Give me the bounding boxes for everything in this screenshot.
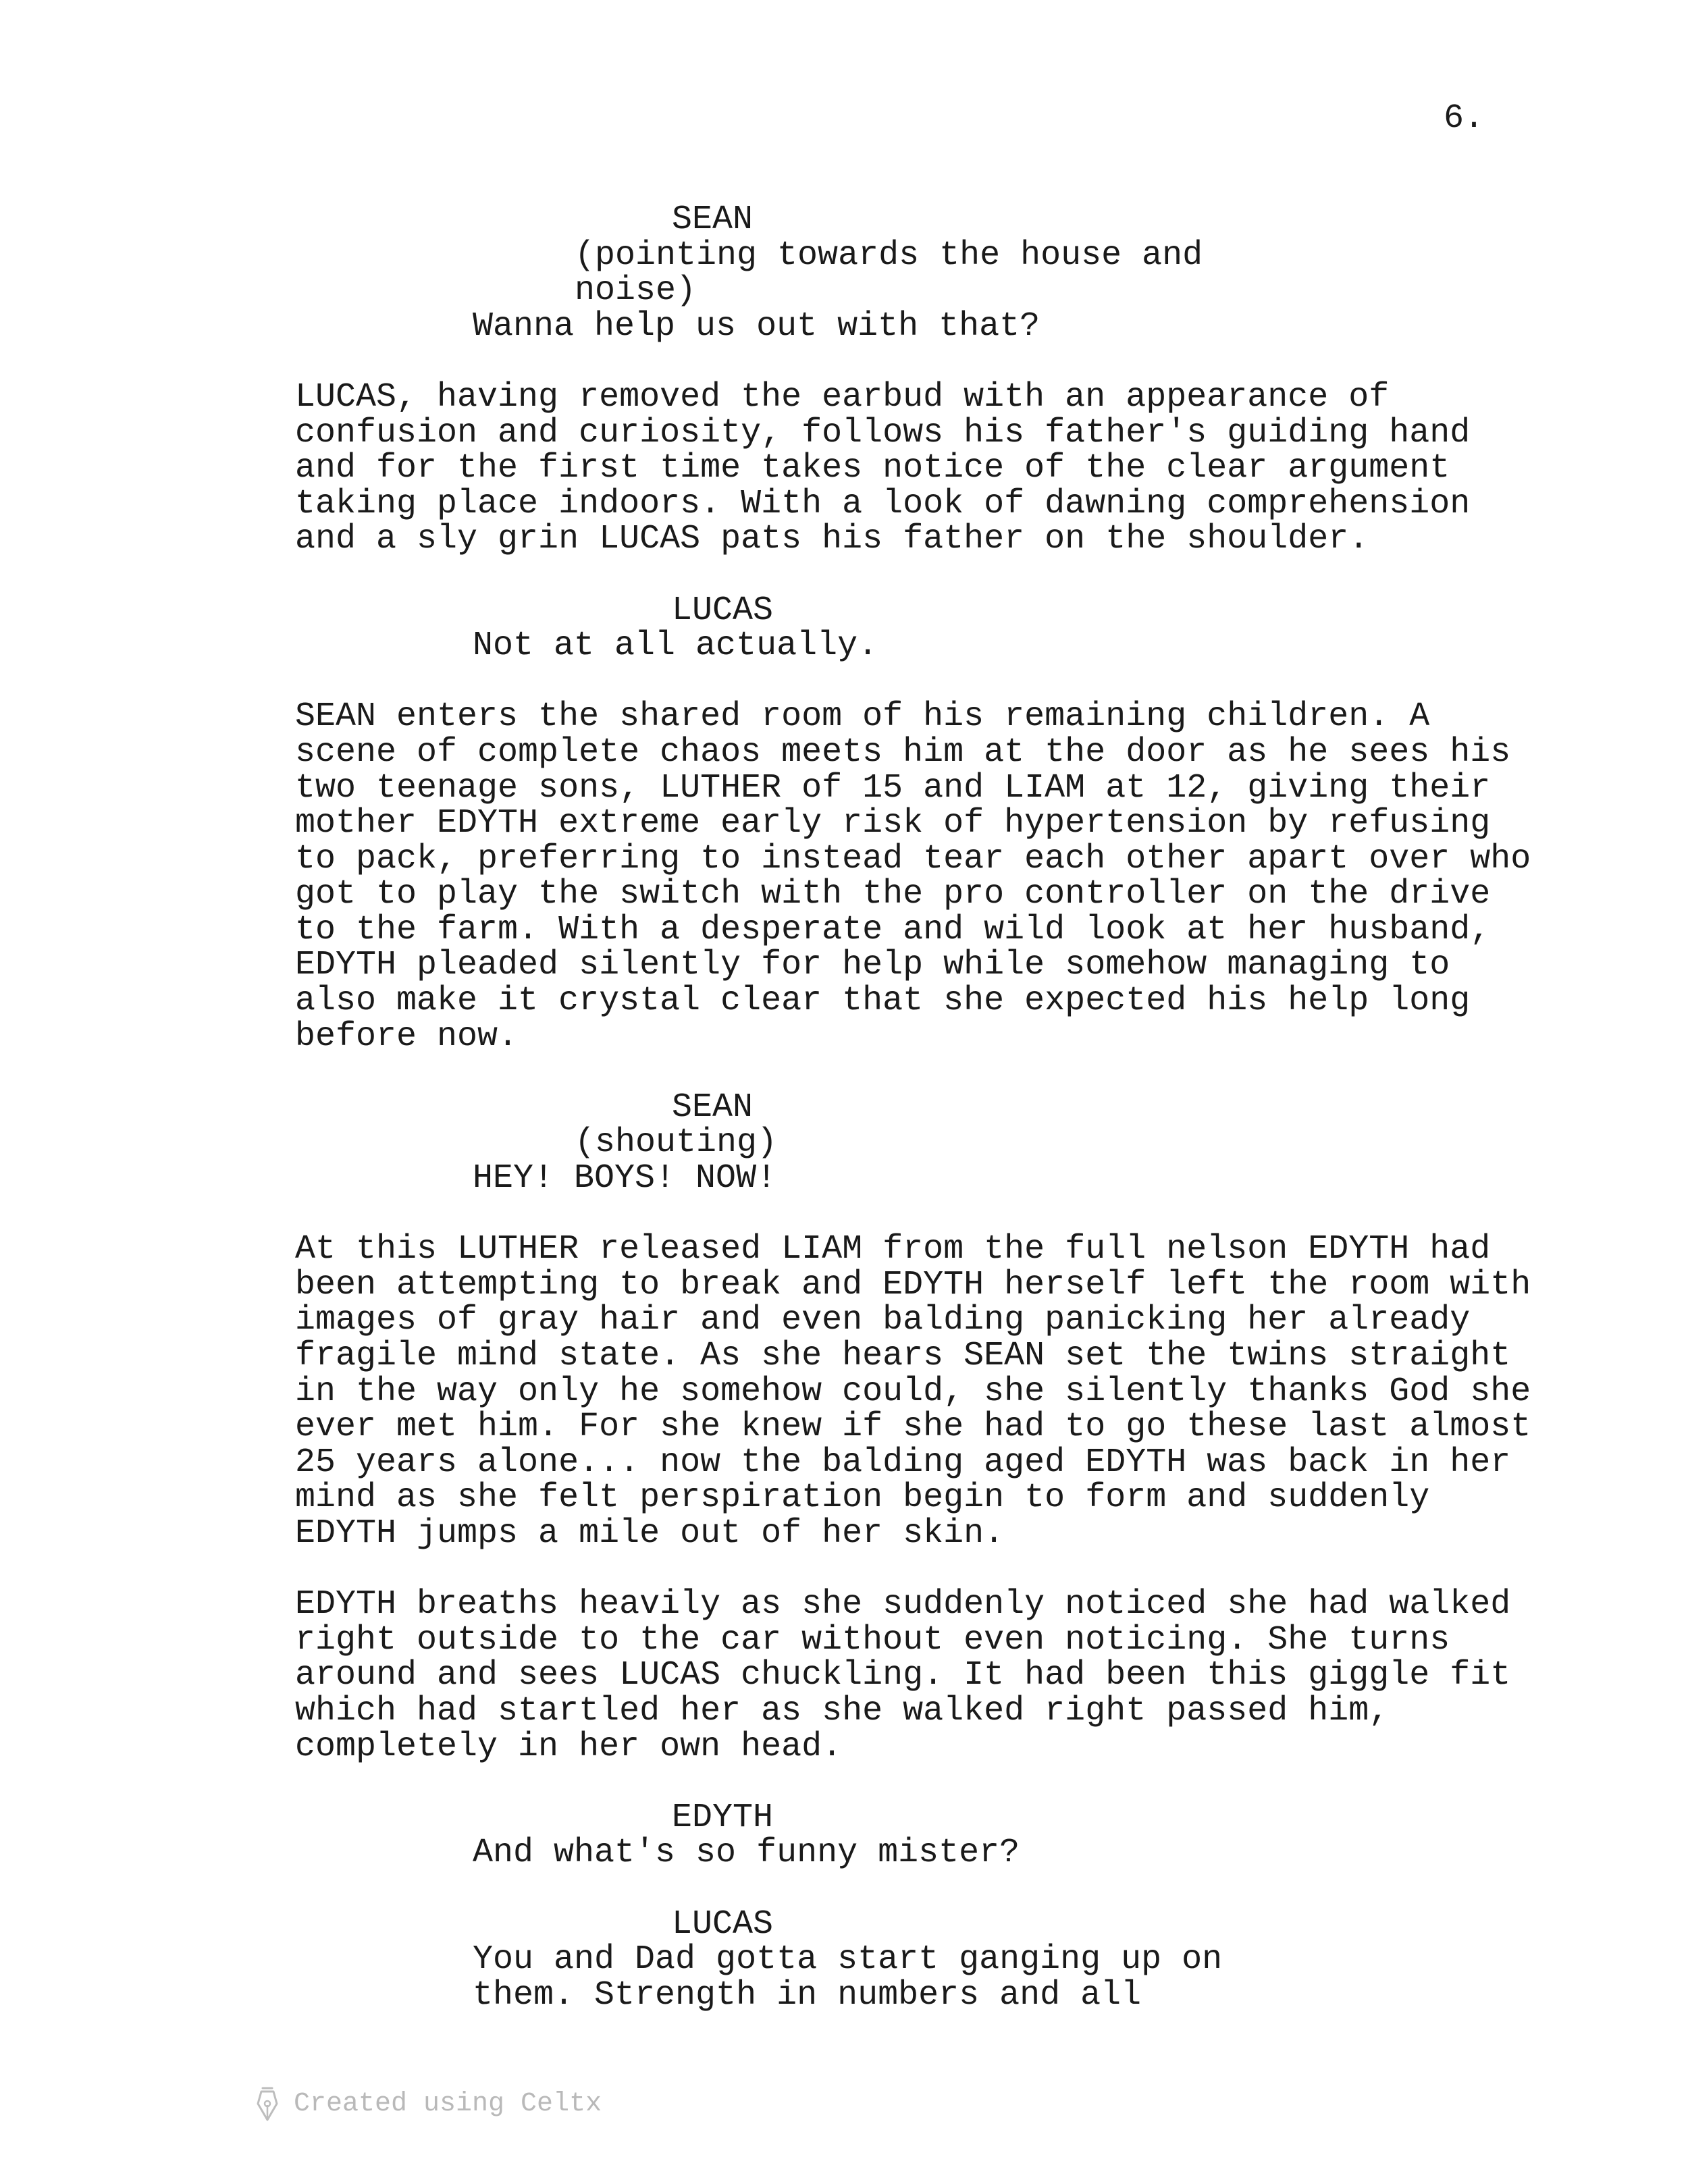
spacer [0, 664, 1688, 700]
action-line: EDYTH breaths heavily as she suddenly noticed she had walked [295, 1585, 1511, 1624]
action-line: LUCAS, having removed the earbud with an appearance of [295, 377, 1390, 417]
action-line: fragile mind state. As she hears SEAN set the twins straight [295, 1337, 1511, 1375]
action-line: before now. [295, 1017, 519, 1056]
action-line: been attempting to break and EDYTH herself left the room with [295, 1265, 1531, 1304]
action-line: and for the first time takes notice of the clear argument [295, 449, 1450, 488]
parenthetical: (pointing towards the house and [575, 236, 1203, 275]
action-line: to the farm. With a desperate and wild look at her husband, [295, 910, 1491, 949]
action-line: around and sees LUCAS chuckling. It had been this giggle fit [295, 1656, 1511, 1695]
parenthetical: noise) [575, 271, 697, 311]
action-line: scene of complete chaos meets him at the door as he sees his [295, 733, 1511, 772]
character-name: LUCAS [672, 1905, 774, 1944]
character-name: EDYTH [672, 1798, 774, 1837]
action-line: EDYTH pleaded silently for help while somehow managing to [295, 946, 1450, 985]
action-line: in the way only he somehow could, she silently thanks God she [295, 1372, 1531, 1411]
action-line: At this LUTHER released LIAM from the full nelson EDYTH had [295, 1230, 1491, 1269]
action-line: confusion and curiosity, follows his father's guiding hand [295, 413, 1471, 452]
dialogue-line: Wanna help us out with that? [473, 307, 1040, 346]
page-number: 6. [1444, 99, 1485, 138]
celtx-pen-icon [255, 2086, 280, 2123]
spacer [0, 1055, 1688, 1090]
dialogue-line: them. Strength in numbers and all [473, 1975, 1142, 2015]
dialogue-line: HEY! BOYS! NOW! [473, 1159, 777, 1198]
spacer [0, 1197, 1688, 1233]
spacer [0, 1552, 1688, 1588]
action-line: taking place indoors. With a look of dawning comprehension [295, 484, 1471, 523]
dialogue-line: You and Dad gotta start ganging up on [473, 1940, 1223, 1979]
action-line: to pack, preferring to instead tear each other apart over who [295, 839, 1531, 878]
footer-text: Created using Celtx [294, 2089, 602, 2119]
action-line: got to play the switch with the pro controller on the drive [295, 875, 1491, 914]
action-line: 25 years alone... now the balding aged EDYTH was back in her [295, 1443, 1511, 1482]
action-line: which had startled her as she walked right passed him, [295, 1691, 1390, 1730]
action-line: SEAN enters the shared room of his remaining children. A [295, 697, 1430, 737]
action-line: mother EDYTH extreme early risk of hypertension by refusing [295, 804, 1491, 843]
action-line: two teenage sons, LUTHER of 15 and LIAM at 12, giving their [295, 768, 1491, 807]
action-line: and a sly grin LUCAS pats his father on the shoulder. [295, 520, 1369, 559]
spacer [0, 1871, 1688, 1907]
action-line: ever met him. For she knew if she had to go these last almost [295, 1408, 1531, 1447]
action-line: EDYTH jumps a mile out of her skin. [295, 1514, 1005, 1553]
script-body [0, 203, 1688, 2013]
character-name: SEAN [672, 1088, 754, 1127]
action-line: also make it crystal clear that she expected his help long [295, 982, 1471, 1021]
action-line: mind as she felt perspiration begin to form and suddenly [295, 1479, 1430, 1518]
dialogue-line: And what's so funny mister? [473, 1834, 1020, 1873]
spacer [0, 558, 1688, 593]
character-name: SEAN [672, 201, 754, 239]
parenthetical: (shouting) [575, 1123, 778, 1163]
action-line: images of gray hair and even balding panicking her already [295, 1301, 1471, 1340]
spacer [0, 1765, 1688, 1801]
celtx-footer [255, 2086, 602, 2123]
dialogue-line: Not at all actually. [473, 627, 878, 666]
action-line: completely in her own head. [295, 1727, 843, 1766]
spacer [0, 344, 1688, 380]
action-line: right outside to the car without even noticing. She turns [295, 1620, 1450, 1659]
character-name: LUCAS [672, 591, 774, 630]
